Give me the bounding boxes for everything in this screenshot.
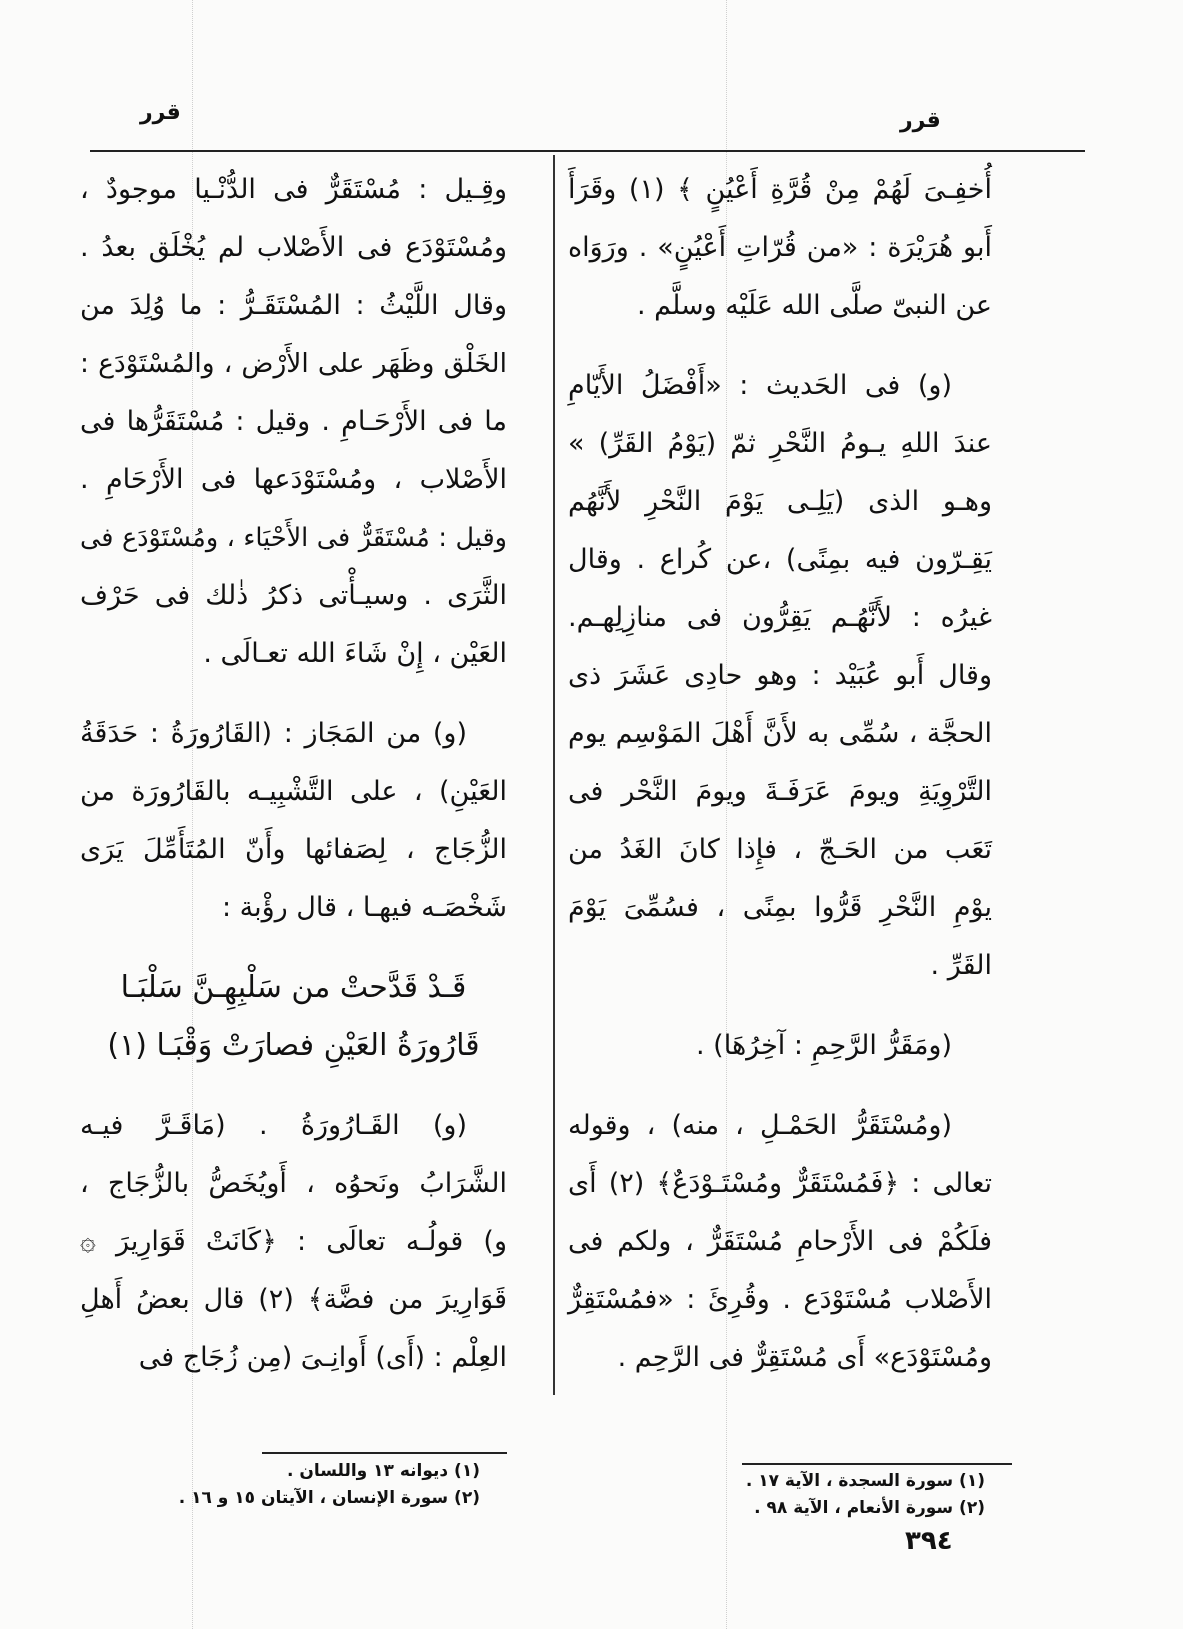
text-line: (و) فى الحَديث : «أَفْضَلُ الأَيّامِ <box>568 370 952 401</box>
paragraph <box>568 161 992 335</box>
right-column <box>568 161 992 1387</box>
text-line: (و) القَـارُورَةُ . (مَاقَـرَّ فيـه <box>80 1110 467 1141</box>
text-line: وقال اللَّيْثُ : المُسْتَقَـرُّ : ما وُلِدَ من <box>80 290 507 321</box>
text-line: الثَّرَى . وسيـأْتى ذكرُ ذٰلك فى حَرْف <box>80 580 507 611</box>
text-line: ما فى الأَرْحَـامِ . وقيل : مُسْتَقَرُّها فى <box>80 406 507 437</box>
footnote: (١) ديوانه ١٣ واللسان . <box>286 1461 480 1481</box>
text-line: فلَكُمْ فى الأَرْحامِ مُسْتَقَرٌّ ، ولكم فى <box>568 1226 992 1257</box>
text-line: القَرِّ . <box>930 950 992 981</box>
text-line: عن النبىّ صلَّى الله عَلَيْه وسلَّم . <box>636 290 992 321</box>
running-head-left: قرر <box>140 100 181 125</box>
text-line: يَقِـرّون فيه بمِنًى) ،عن كُراع . وقال <box>568 544 992 575</box>
text-line: قَوَارِيرَ من فضَّة﴾ (٢) قال بعضُ أَهلِ <box>80 1284 507 1315</box>
text-line: أُخفِـىَ لَهُمْ مِنْ قُرَّةِ أَعْيُنٍ ﴾ (١) وقَرَأَ <box>568 174 992 205</box>
verse-line: قَـدْ قَدَّحتْ من سَلْبِهِـنَّ سَلْبَـا <box>120 970 467 1005</box>
footnote: (٢) سورة الإنسان ، الآيتان ١٥ و ١٦ . <box>178 1488 480 1508</box>
paragraph <box>80 705 507 937</box>
header-rule <box>90 150 1085 152</box>
text-line: غيرُه : لأَنَّهُـم يَقِرُّون فى منازِلِهـم. <box>568 602 992 633</box>
footnote-rule-left <box>262 1452 507 1454</box>
verse-block <box>80 959 507 1075</box>
text-line: وهـو الذى (يَلِـى يَوْمَ النَّحْرِ لأَنَّهُم <box>568 486 992 517</box>
text-line: و) قولُـه تعالَى : ﴿كَانَتْ قَوَارِيرَ ۞ <box>80 1226 507 1257</box>
text-line: تَعَب من الحَـجّ ، فإِذا كانَ الغَدُ من <box>568 834 992 865</box>
text-line: وقِـيل : مُسْتَقَرٌّ فى الدُّنْـيا موجودٌ ، <box>80 174 507 205</box>
text-line: ومُسْتَوْدَع فى الأَصْلاب لم يُخْلَق بعدُ . <box>80 232 507 263</box>
paragraph <box>568 1017 992 1075</box>
text-line: (و) من المَجَاز : (القَارُورَةُ : حَدَقَةُ <box>80 718 467 749</box>
text-line: عندَ اللهِ يـومُ النَّحْرِ ثمّ (يَوْمُ القَرِّ) » <box>568 428 992 459</box>
footnote: (١) سورة السجدة ، الآية ١٧ . <box>745 1471 985 1491</box>
text-line: الشَّرَابُ ونَحوُه ، أَويُخَصُّ بالزُّجَاج ، <box>80 1168 507 1199</box>
text-line: الحجَّة ، سُمِّى به لأَنَّ أَهْلَ المَوْسِم يوم <box>568 718 992 749</box>
text-line: ومُسْتَوْدَع» أَى مُسْتَقِرٌّ فى الرَّحِم . <box>617 1342 992 1373</box>
text-line: العَيْنِ) ، على التَّشْبِيـه بالقَارُورَة من <box>80 776 507 807</box>
text-line: العَيْن ، إِنْ شَاءَ الله تعـالَى . <box>203 638 507 669</box>
text-line: العِلْم : (أَى) أَوانِـىَ (مِن زُجَاج فى <box>138 1342 507 1373</box>
text-line: الأَصْلاب مُسْتَوْدَع . وقُرِئَ : «فمُسْتَقِرٌّ <box>568 1284 992 1315</box>
text-line: وقال أَبو عُبَيْد : وهو حادِى عَشَرَ ذى <box>568 660 992 691</box>
paragraph <box>568 357 992 995</box>
column-divider <box>553 155 555 1395</box>
footnote-rule-right <box>742 1463 1012 1465</box>
text-line: وقيل : مُسْتَقَرٌّ فى الأَحْيَاء ، ومُسْتَوْدَع فى <box>80 523 507 553</box>
text-line: الزُّجَاج ، لِصَفائها وأَنّ المُتَأَمِّلَ يَرَى <box>80 834 507 865</box>
page-number: ٣٩٤ <box>905 1526 953 1556</box>
left-column <box>80 161 507 1387</box>
text-line: (ومُسْتَقَرُّ الحَمْـلِ ، منه) ، وقوله <box>568 1110 952 1141</box>
running-head-right: قرر <box>900 108 941 133</box>
footnotes-left <box>179 1458 480 1512</box>
text-line: الخَلْق وظَهَر على الأَرْض ، والمُسْتَوْدَع : <box>80 348 507 379</box>
text-line: (ومَقَرُّ الرَّحِمِ : آخِرُهَا) . <box>696 1030 952 1061</box>
footnotes-right <box>746 1468 985 1522</box>
footnote: (٢) سورة الأنعام ، الآية ٩٨ . <box>754 1498 985 1518</box>
text-line: الأَصْلاب ، ومُسْتَوْدَعها فى الأَرْحَامِ . <box>80 464 507 495</box>
text-line: تعالى : ﴿فَمُسْتَقَرٌّ ومُسْتَـوْدَعٌ﴾ (٢) أَى <box>568 1168 992 1199</box>
text-line: شَخْصَـه فيهـا ، قال رؤْبة : <box>221 892 507 923</box>
paragraph <box>568 1097 992 1387</box>
text-line: التَّرْوِيَةِ ويومَ عَرَفَـةَ ويومَ النَّحْر فى <box>568 776 992 807</box>
text-line: أَبو هُرَيْرَة : «من قُرّاتِ أَعْيُنٍ» . ورَوَاه <box>568 232 992 263</box>
verse-line: قَارُورَةُ العَيْنِ فصارَتْ وَقْبَـا (١) <box>107 1028 480 1063</box>
paragraph <box>80 161 507 683</box>
text-line: يوْمِ النَّحْرِ قَرُّوا بمِنًى ، فسُمِّىَ يَوْمَ <box>568 892 992 923</box>
paragraph <box>80 1097 507 1387</box>
